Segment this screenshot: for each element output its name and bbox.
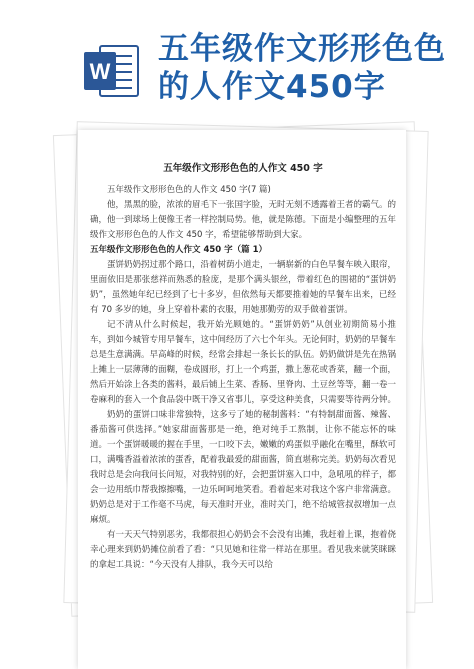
word-document-icon [82,42,140,100]
document-body [90,160,396,573]
document-page [78,130,406,669]
paragraph: 有一天天气特别恶劣，我都很担心奶奶会不会没有出摊，我赶着上课，抱着侥幸心理来到奶奶摊位前看了看：“只见她和往常一样站在那里。看见我来就笑眯眯的拿起工具说：“今天没有人排队，我今天可以给 [90,530,397,570]
document-paragraphs [90,183,396,573]
section-heading: 五年级作文形形色色的人作文 450 字（篇 1） [90,245,268,255]
banner [0,0,474,110]
paragraph: 五年级作文形形色色的人作文 450 字(7 篇) [107,185,271,195]
paragraph: 他，黑黑的脸，浓浓的眉毛下一张国字脸，无时无刻不透露着王者的霸气。的确，他一到球场上便像王者一样控制局势。他，就是陈德。下面是小编整理的五年级作文形形色色的人作文 450 字，希望能够帮助到大家。 [90,200,397,240]
paragraph: 蛋饼奶奶拐过那个路口，沿着树荫小道走，一辆崭新的白色早餐车映入眼帘，里面依旧是那张慈祥而熟悉的脸庞，是那个满头银丝，带着红色的围裙的“蛋饼奶奶”，虽然她年纪已经到了七十多岁，但依然每天都要推着她的早餐车出来，已经有 70 多岁的她，身上穿着朴素的衣服，用她那勤劳的双手做着蛋饼。 [90,260,397,315]
paragraph: 奶奶的蛋饼口味非常独特，这多亏了她的秘制酱料：“有特制甜面酱、辣酱、番茄酱可供选择。”她家甜面酱那是一绝，绝对纯手工熬制，让你不能忘怀的味道。一个蛋饼暖暖的握在手里，一口咬下去，嫩嫩的鸡蛋似乎融化在嘴里，酥软可口，满嘴香溢着浓浓的蛋香，配着我最爱的甜面酱，简直堪称完美。奶奶每次看见我时总是会向我问长问短，对我特别的好，会把蛋饼塞入口中，急吼吼的样子，都会一边用纸巾帮我擦擦嘴，一边乐呵呵地笑看。看着起来对我这个客户非常满意。奶奶总是对于工作毫不马虎，每天准时开业，准时关门，绝不给城管叔叔增加一点麻烦。 [90,410,397,525]
page-fade [78,640,406,669]
svg-text:W: W [89,59,111,84]
document-title: 五年级作文形形色色的人作文 450 字 [163,163,323,174]
paragraph: 记不清从什么时候起，我开始光顾她的。“蛋饼奶奶”从创业初期简易小推车，到如今城管专用早餐车，这中间经历了六七个年头。无论何时，奶奶的早餐车总是生意满满。早高峰的时候，经常会排起一条长长的队伍。奶奶做饼是先在热锅上摊上一层薄薄的面糊，卷成圆形，打上一个鸡蛋，撒上葱花或香菜，翻一个面，然后开始涂上各类的酱料，最后铺上生菜、香肠、里脊肉、土豆丝等等，翻一卷一卷麻利的套入一个食品袋中既干净又省事儿，享受这种美食，只需要等待两分钟。 [90,320,397,405]
banner-title: 五年级作文形形色色的人作文450字 [158,31,446,105]
